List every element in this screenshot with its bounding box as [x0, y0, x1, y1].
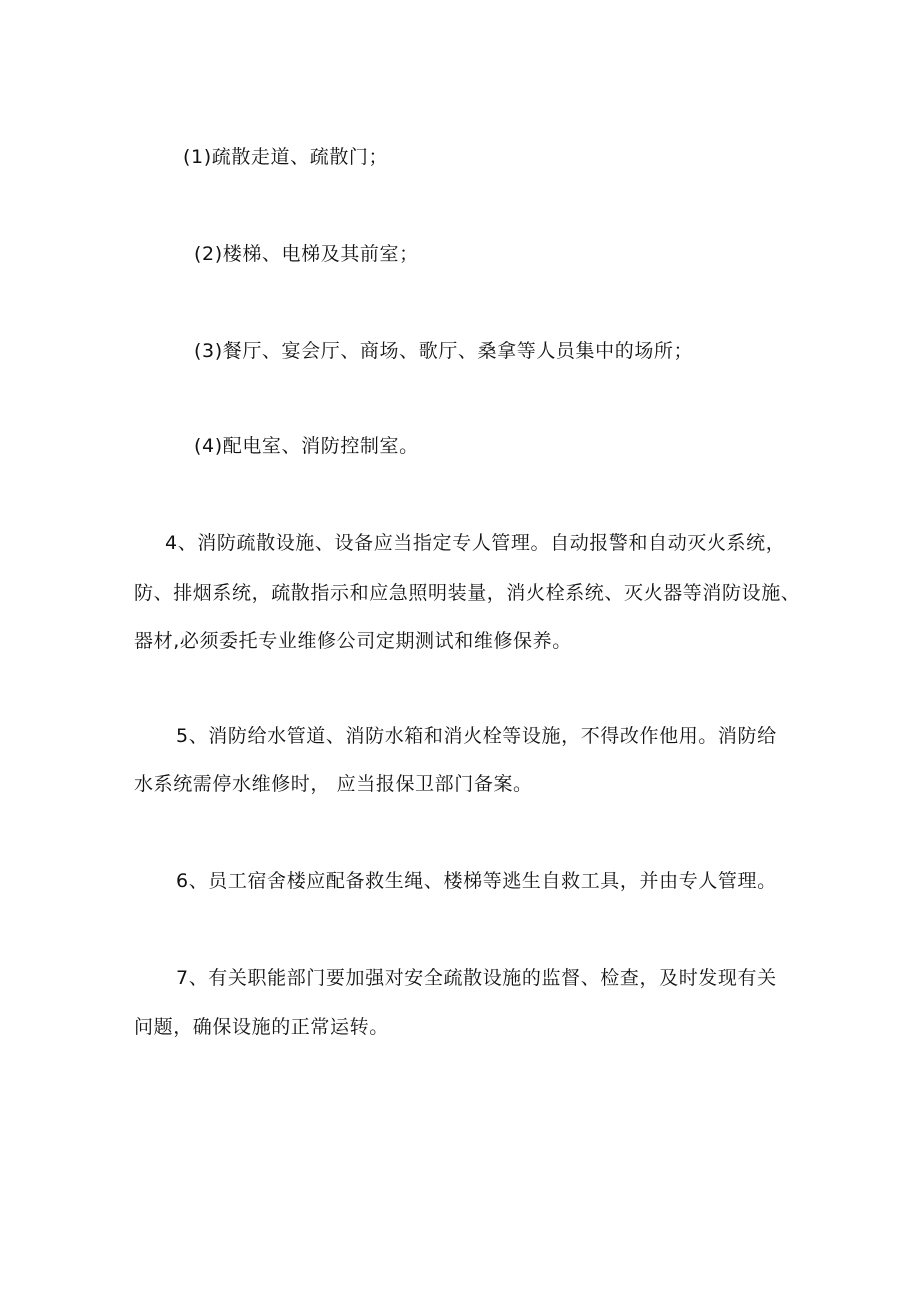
list-item-1: (1)疏散走道、疏散门； — [183, 146, 389, 168]
paragraph-line: 4、消防疏散设施、设备应当指定专人管理。自动报警和自动灭火系统， — [165, 532, 786, 554]
list-item-3: (3)餐厅、宴会厅、商场、歌厅、桑拿等人员集中的场所； — [194, 340, 694, 362]
paragraph-line: 防、排烟系统，疏散指示和应急照明装量，消火栓系统、灭火器等消防设施、 — [134, 582, 801, 604]
paragraph-line: 器材,必须委托专业维修公司定期测试和维修保养。 — [134, 630, 572, 652]
paragraph-line: 6、员工宿舍楼应配备救生绳、楼梯等逃生自救工具，并由专人管理。 — [176, 870, 777, 892]
paragraph-line: 水系统需停水维修时， 应当报保卫部门备案。 — [134, 773, 533, 795]
paragraph-line: 7、有关职能部门要加强对安全疏散设施的监督、检查，及时发现有关 — [176, 967, 777, 989]
list-item-2: (2)楼梯、电梯及其前室； — [194, 243, 419, 265]
paragraph-line: 问题，确保设施的正常运转。 — [134, 1016, 389, 1038]
list-item-4: (4)配电室、消防控制室。 — [194, 435, 419, 457]
paragraph-line: 5、消防给水管道、消防水箱和消火栓等设施，不得改作他用。消防给 — [176, 725, 777, 747]
